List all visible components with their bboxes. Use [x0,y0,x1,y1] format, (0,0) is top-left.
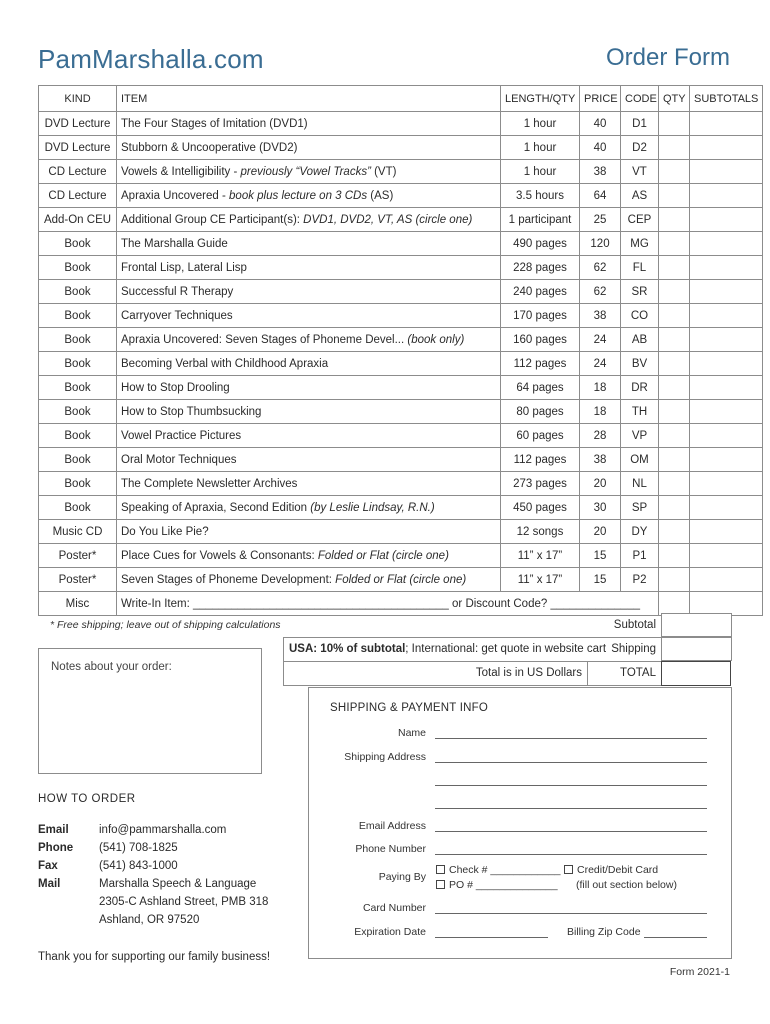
table-row-misc [39,592,763,616]
subtotal-input[interactable] [690,496,763,520]
email-address-field[interactable] [435,831,707,832]
row-item-title: Oral Motor Techniques [121,453,237,466]
row-length: 228 pages [501,256,580,280]
row-item-title: Frontal Lisp, Lateral Lisp [121,261,247,274]
row-length: 160 pages [501,328,580,352]
row-item-title: Seven Stages of Phoneme Development: [121,573,336,586]
row-item [117,232,501,256]
name-field[interactable] [435,738,707,739]
row-length: 1 participant [501,208,580,232]
shipping-address-field-2[interactable] [435,785,707,786]
contact-email[interactable]: info@pammarshalla.com [99,824,227,836]
row-code: DY [621,520,659,544]
table-row [39,112,763,136]
free-shipping-note: * Free shipping; leave out of shipping calculations [50,619,281,631]
row-item-title: The Marshalla Guide [121,237,228,250]
qty-input[interactable] [659,232,690,256]
qty-input[interactable] [659,136,690,160]
row-price: 40 [580,136,621,160]
header-code: CODE [621,86,659,112]
subtotal-input[interactable] [690,376,763,400]
row-price: 25 [580,208,621,232]
row-kind: Book [39,352,117,376]
check-option[interactable] [436,864,561,876]
header-length: LENGTH/QTY [501,86,580,112]
paying-by-label: Paying By [378,871,426,883]
row-price: 15 [580,544,621,568]
subtotal-field[interactable] [661,613,732,637]
row-kind: Music CD [39,520,117,544]
row-length: 273 pages [501,472,580,496]
subtotal-input[interactable] [690,160,763,184]
shipping-address-field-1[interactable] [435,762,707,763]
subtotal-input[interactable] [690,544,763,568]
row-item-title: Stubborn & Uncooperative (DVD2) [121,141,298,154]
row-item-title: Successful R Therapy [121,285,234,298]
qty-input[interactable] [659,472,690,496]
row-code: MG [621,232,659,256]
row-price: 120 [580,232,621,256]
table-row [39,256,763,280]
subtotal-input[interactable] [690,232,763,256]
row-item-code-note: (VT) [370,165,397,178]
row-item-title: Place Cues for Vowels & Consonants: [121,549,318,562]
table-row [39,448,763,472]
row-price: 24 [580,352,621,376]
row-item-title: Carryover Techniques [121,309,233,322]
table-row [39,232,763,256]
row-length: 112 pages [501,448,580,472]
row-item-title: Vowel Practice Pictures [121,429,242,442]
row-item [117,112,501,136]
row-code: TH [621,400,659,424]
table-row [39,304,763,328]
subtotal-label: Subtotal [613,619,656,631]
row-code: BV [621,352,659,376]
subtotal-input[interactable] [690,256,763,280]
qty-input[interactable] [659,304,690,328]
row-length: 1 hour [501,112,580,136]
row-length: 1 hour [501,136,580,160]
shipping-field[interactable] [661,637,732,661]
contact-phone: (541) 708-1825 [99,842,178,854]
subtotal-input[interactable] [690,592,763,616]
table-row [39,184,763,208]
row-item [117,496,501,520]
row-item [117,280,501,304]
subtotal-input[interactable] [690,280,763,304]
notes-label: Notes about your order: [51,661,172,673]
row-code: CEP [621,208,659,232]
write-in-field[interactable]: Write-In Item: ________________________________________ or Discount Code? ______________ [117,592,659,616]
row-item [117,136,501,160]
phone-number-label: Phone Number [355,843,426,855]
row-code: AS [621,184,659,208]
thank-you-note: Thank you for supporting our family business! [38,951,271,963]
po-option[interactable] [436,879,558,891]
table-row [39,424,763,448]
row-length: 112 pages [501,352,580,376]
check-label: Check # ____________ [449,864,561,876]
form-number: Form 2021-1 [669,966,730,978]
qty-input[interactable] [659,376,690,400]
phone-number-field[interactable] [435,854,707,855]
row-price: 62 [580,256,621,280]
divider [283,637,661,638]
row-code: CO [621,304,659,328]
subtotal-input[interactable] [690,472,763,496]
table-row [39,328,763,352]
row-kind: Book [39,496,117,520]
subtotal-input[interactable] [690,424,763,448]
card-number-label: Card Number [362,902,426,914]
qty-input[interactable] [659,568,690,592]
row-item [117,352,501,376]
row-code: D2 [621,136,659,160]
row-item-note: (book only) [407,333,465,346]
row-item [117,400,501,424]
qty-input[interactable] [659,112,690,136]
divider [283,685,661,686]
row-code: SP [621,496,659,520]
divider [283,661,661,662]
total-label: TOTAL [620,667,656,679]
row-length: 12 songs [501,520,580,544]
mail-line-1: Marshalla Speech & Language [99,878,257,890]
row-item [117,376,501,400]
row-code: DR [621,376,659,400]
qty-input[interactable] [659,208,690,232]
table-row [39,496,763,520]
qty-input[interactable] [659,424,690,448]
order-table [38,85,763,616]
qty-input[interactable] [659,280,690,304]
row-price: 38 [580,304,621,328]
row-item-code-note: (AS) [367,189,394,202]
email-address-label: Email Address [358,820,426,832]
billing-zip-label: Billing Zip Code [567,926,641,938]
row-item-note: Folded or Flat (circle one) [317,549,449,562]
row-item-note: previously “Vowel Tracks” [240,165,371,178]
table-row [39,520,763,544]
header-subtotals: SUBTOTALS [690,86,763,112]
row-price: 20 [580,472,621,496]
card-option[interactable] [564,864,658,876]
mail-line-3: Ashland, OR 97520 [99,914,200,926]
row-length: 450 pages [501,496,580,520]
usa-rate: USA: 10% of subtotal [289,643,406,655]
row-code: FL [621,256,659,280]
row-length: 240 pages [501,280,580,304]
subtotal-input[interactable] [690,304,763,328]
table-row [39,544,763,568]
qty-input[interactable] [659,448,690,472]
row-length: 11” x 17” [501,568,580,592]
usd-note: Total is in US Dollars [475,667,582,679]
mail-line-2: 2305-C Ashland Street, PMB 318 [99,896,269,908]
fax-key: Fax [38,860,58,872]
row-kind: Book [39,424,117,448]
row-item [117,520,501,544]
row-item [117,544,501,568]
how-to-order-title: HOW TO ORDER [38,793,136,805]
row-price: 30 [580,496,621,520]
phone-key: Phone [38,842,74,854]
row-kind: Misc [39,592,117,616]
qty-input[interactable] [659,256,690,280]
subtotal-input[interactable] [690,328,763,352]
row-length: 490 pages [501,232,580,256]
row-item [117,208,501,232]
shipping-address-label: Shipping Address [344,751,426,763]
subtotal-input[interactable] [690,400,763,424]
shipping-payment-title: SHIPPING & PAYMENT INFO [330,702,488,714]
row-price: 15 [580,568,621,592]
row-item-note: book plus lecture on 3 CDs [229,189,368,202]
qty-input[interactable] [659,496,690,520]
subtotal-input[interactable] [690,520,763,544]
header-kind: KIND [39,86,117,112]
row-price: 28 [580,424,621,448]
row-price: 40 [580,112,621,136]
row-kind: Add-On CEU [39,208,117,232]
row-price: 18 [580,376,621,400]
row-item-title: How to Stop Drooling [121,381,230,394]
qty-input[interactable] [659,544,690,568]
row-item-title: The Four Stages of Imitation (DVD1) [121,117,308,130]
po-label: PO # ______________ [449,879,558,891]
card-number-field[interactable] [435,913,707,914]
row-length: 11” x 17” [501,544,580,568]
card-label: Credit/Debit Card [577,864,659,876]
row-price: 64 [580,184,621,208]
email-key: Email [38,824,69,836]
qty-input[interactable] [659,520,690,544]
subtotal-input[interactable] [690,112,763,136]
subtotal-input[interactable] [690,136,763,160]
row-length: 170 pages [501,304,580,328]
row-code: VP [621,424,659,448]
row-item-title: The Complete Newsletter Archives [121,477,298,490]
subtotal-input[interactable] [690,568,763,592]
row-item-note: Folded or Flat (circle one) [335,573,467,586]
card-note: (fill out section below) [576,879,677,891]
table-row [39,280,763,304]
row-length: 3.5 hours [501,184,580,208]
row-price: 24 [580,328,621,352]
table-row [39,376,763,400]
row-item-title: Additional Group CE Participant(s): [121,213,304,226]
row-code: OM [621,448,659,472]
subtotal-input[interactable] [690,352,763,376]
row-item-title: Becoming Verbal with Childhood Apraxia [121,357,329,370]
qty-input[interactable] [659,184,690,208]
row-kind: Poster* [39,568,117,592]
checkbox-icon[interactable] [436,880,445,889]
row-item [117,184,501,208]
qty-input[interactable] [659,352,690,376]
notes-box[interactable] [38,648,262,774]
header-qty: QTY [659,86,690,112]
table-row [39,208,763,232]
row-code: NL [621,472,659,496]
row-code: P1 [621,544,659,568]
row-item [117,256,501,280]
row-kind: Book [39,256,117,280]
row-kind: DVD Lecture [39,112,117,136]
row-kind: Book [39,472,117,496]
qty-input[interactable] [659,160,690,184]
row-code: SR [621,280,659,304]
row-item [117,328,501,352]
row-item-note: DVD1, DVD2, VT, AS (circle one) [303,213,473,226]
row-length: 60 pages [501,424,580,448]
row-code: P2 [621,568,659,592]
table-row [39,136,763,160]
subtotal-input[interactable] [690,448,763,472]
row-item-note: (by Leslie Lindsay, R.N.) [310,501,435,514]
row-kind: Book [39,232,117,256]
row-price: 18 [580,400,621,424]
row-code: VT [621,160,659,184]
table-row [39,472,763,496]
table-header-row [39,86,763,112]
row-kind: CD Lecture [39,184,117,208]
contact-fax: (541) 843-1000 [99,860,178,872]
row-kind: Book [39,328,117,352]
total-field[interactable] [661,661,731,686]
name-label: Name [397,727,426,739]
mail-key: Mail [38,878,61,890]
table-row [39,400,763,424]
row-kind: Book [39,280,117,304]
row-kind: Book [39,400,117,424]
checkbox-icon[interactable] [564,865,573,874]
billing-zip-field[interactable] [644,937,707,938]
subtotal-input[interactable] [690,184,763,208]
row-item-title: Apraxia Uncovered: Seven Stages of Phoneme Devel... [121,333,408,346]
row-length: 80 pages [501,400,580,424]
row-price: 20 [580,520,621,544]
qty-input[interactable] [659,400,690,424]
intl-rate: ; International: get quote in website cart [405,643,607,655]
expiration-date-field[interactable] [435,937,548,938]
row-kind: Poster* [39,544,117,568]
row-price: 62 [580,280,621,304]
row-item-title: Apraxia Uncovered - [121,189,230,202]
shipping-label: Shipping [611,643,656,655]
brand-name: PamMarshalla.com [38,44,264,74]
shipping-rate-note [289,643,606,655]
row-price: 38 [580,160,621,184]
row-code: AB [621,328,659,352]
qty-input[interactable] [659,592,690,616]
row-item [117,304,501,328]
row-item-title: How to Stop Thumbsucking [121,405,262,418]
table-row [39,160,763,184]
row-item-title: Vowels & Intelligibility - [121,165,241,178]
row-price: 38 [580,448,621,472]
row-item [117,568,501,592]
header-item: ITEM [117,86,501,112]
form-title: Order Form [605,44,730,71]
row-code: D1 [621,112,659,136]
row-item-title: Speaking of Apraxia, Second Edition [121,501,311,514]
table-row [39,352,763,376]
subtotal-input[interactable] [690,208,763,232]
table-row [39,568,763,592]
row-kind: DVD Lecture [39,136,117,160]
row-kind: CD Lecture [39,160,117,184]
row-item [117,160,501,184]
row-kind: Book [39,304,117,328]
row-length: 1 hour [501,160,580,184]
expiration-date-label: Expiration Date [354,926,426,938]
shipping-address-field-3[interactable] [435,808,707,809]
qty-input[interactable] [659,328,690,352]
row-item [117,472,501,496]
row-item [117,424,501,448]
row-length: 64 pages [501,376,580,400]
row-item [117,448,501,472]
header-price: PRICE [580,86,621,112]
row-item-title: Do You Like Pie? [121,525,209,538]
row-kind: Book [39,376,117,400]
row-kind: Book [39,448,117,472]
checkbox-icon[interactable] [436,865,445,874]
